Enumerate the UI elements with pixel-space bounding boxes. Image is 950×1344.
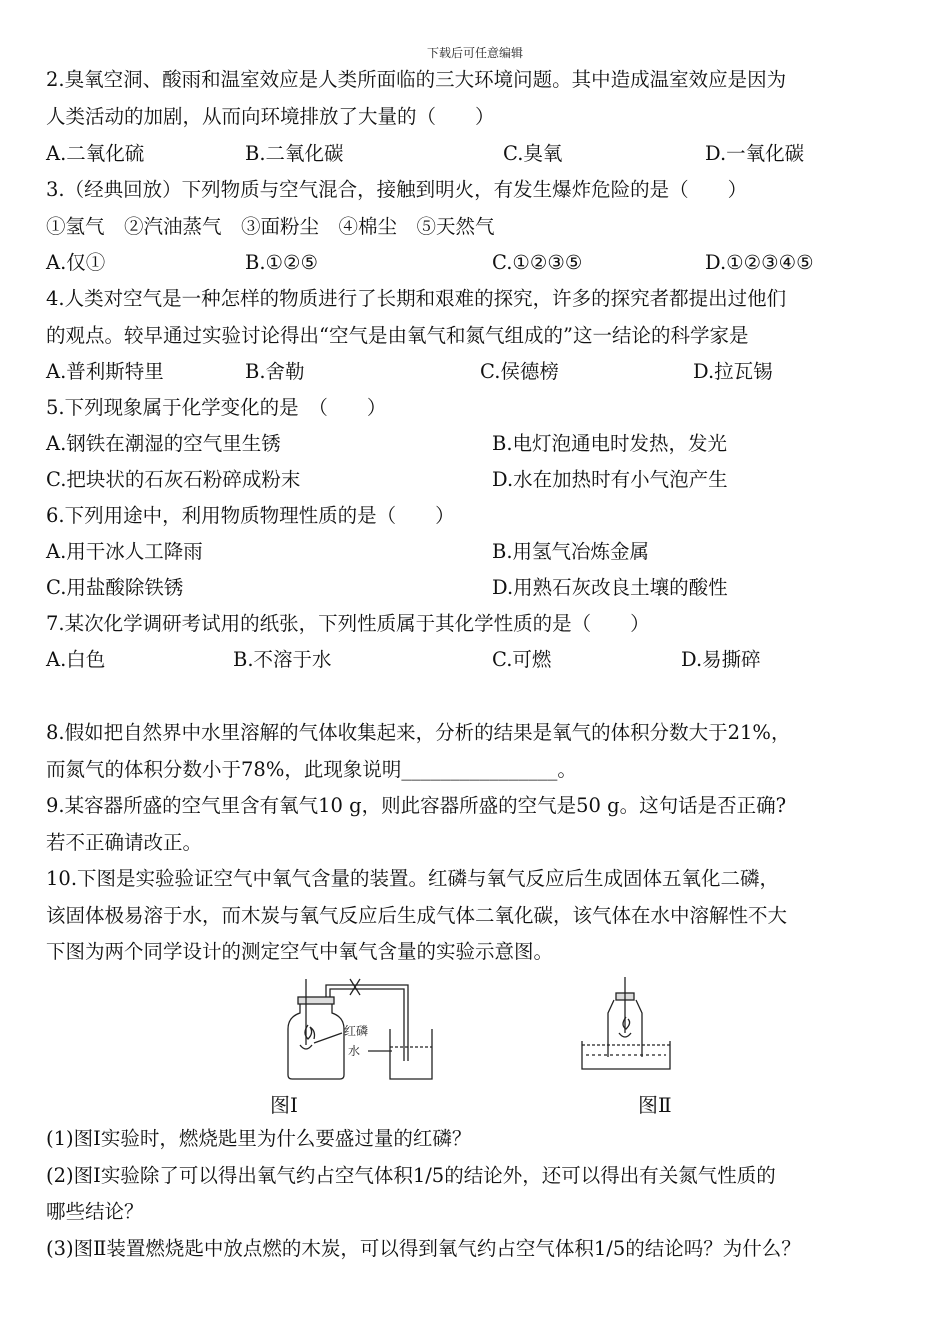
q3-stem-line2: ①氢气 ②汽油蒸气 ③面粉尘 ④棉尘 ⑤天然气 [46, 215, 495, 238]
q3-option-d: D.①②③④⑤ [705, 251, 814, 274]
q3-option-c: C.①②③⑤ [492, 251, 583, 274]
q2-stem-line2: 人类活动的加剧，从而向环境排放了大量的（ ） [46, 105, 495, 128]
fig1-caption: 图Ⅰ [270, 1093, 298, 1117]
q5-option-b: B.电灯泡通电时发热，发光 [492, 432, 728, 455]
q10-sub1: (1)图Ⅰ实验时，燃烧匙里为什么要盛过量的红磷？ [46, 1127, 472, 1150]
q6-option-d: D.用熟石灰改良土壤的酸性 [492, 576, 728, 599]
q4-stem-line1: 4.人类对空气是一种怎样的物质进行了长期和艰难的探究，许多的探究者都提出过他们 [46, 287, 787, 310]
q9-stem-line1: 9.某容器所盛的空气里含有氧气10 g，则此容器所盛的空气是50 g。这句话是否正确? [46, 794, 787, 817]
fig1-label-water: 水 [348, 1044, 361, 1058]
q3-option-b: B.①②⑤ [245, 251, 318, 274]
q10-sub3: (3)图Ⅱ装置燃烧匙中放点燃的木炭，可以得到氧气约占空气体积1/5的结论吗？为什么？ [46, 1237, 801, 1260]
q6-option-c: C.用盐酸除铁锈 [46, 576, 184, 599]
q7-option-a: A.白色 [46, 648, 106, 671]
fig1-label-phosphorus: 红磷 [344, 1024, 369, 1038]
q2-option-b: B.二氧化碳 [245, 142, 344, 165]
q2-option-d: D.一氧化碳 [705, 142, 805, 165]
q7-option-d: D.易撕碎 [681, 648, 761, 671]
q10-sub2-line1: (2)图Ⅰ实验除了可以得出氧气约占空气体积1/5的结论外，还可以得出有关氮气性质的 [46, 1164, 776, 1187]
q9-stem-line2: 若不正确请改正。 [46, 831, 203, 854]
q8-stem-line1: 8.假如把自然界中水里溶解的气体收集起来，分析的结果是氧气的体积分数大于21%， [46, 721, 791, 744]
fig1-spoon [300, 1045, 312, 1049]
fig2-spoon [619, 1033, 631, 1037]
q10-stem-line2: 该固体极易溶于水，而木炭与氧气反应后生成气体二氧化碳，该气体在水中溶解性不大 [46, 904, 788, 927]
q6-option-a: A.用干冰人工降雨 [46, 540, 203, 563]
fig2-caption: 图Ⅱ [638, 1093, 672, 1117]
q10-stem-line1: 10.下图是实验验证空气中氧气含量的装置。红磷与氧气反应后生成固体五氧化二磷， [46, 867, 780, 890]
q4-option-a: A.普利斯特里 [46, 360, 164, 383]
q2-option-a: A.二氧化硫 [46, 142, 145, 165]
q10-sub2-line2: 哪些结论？ [46, 1200, 144, 1223]
q5-option-c: C.把块状的石灰石粉碎成粉末 [46, 468, 301, 491]
q2-option-c: C.臭氧 [503, 142, 563, 165]
q8-stem-line2: 而氮气的体积分数小于78%，此现象说明________________。 [46, 758, 577, 781]
q4-option-b: B.舍勒 [245, 360, 305, 383]
q4-option-c: C.侯德榜 [480, 360, 559, 383]
fig1-stopper [298, 997, 334, 1004]
q5-option-d: D.水在加热时有小气泡产生 [492, 468, 728, 491]
q7-option-b: B.不溶于水 [233, 648, 332, 671]
figure-1-apparatus [280, 973, 470, 1085]
q10-stem-line3: 下图为两个同学设计的测定空气中氧气含量的实验示意图。 [46, 940, 554, 963]
q7-stem: 7.某次化学调研考试用的纸张，下列性质属于其化学性质的是（ ） [46, 612, 650, 635]
figure-2-apparatus [578, 973, 678, 1073]
fig2-trough [582, 1041, 670, 1069]
page-header: 下载后可任意编辑 [426, 46, 523, 60]
fig2-flame [623, 1017, 630, 1029]
q5-option-a: A.钢铁在潮湿的空气里生锈 [46, 432, 281, 455]
q5-stem: 5.下列现象属于化学变化的是 （ ） [46, 396, 387, 419]
q7-option-c: C.可燃 [492, 648, 552, 671]
fig1-tube [326, 985, 408, 1061]
q3-option-a: A.仅① [46, 251, 106, 274]
q3-stem-line1: 3.（经典回放）下列物质与空气混合，接触到明火，有发生爆炸危险的是（ ） [46, 178, 748, 201]
fig1-beaker [390, 1029, 432, 1079]
q6-stem: 6.下列用途中，利用物质物理性质的是（ ） [46, 504, 455, 527]
fig1-bottle [288, 1003, 344, 1079]
q4-option-d: D.拉瓦锡 [693, 360, 773, 383]
q2-stem-line1: 2.臭氧空洞、酸雨和温室效应是人类所面临的三大环境问题。其中造成温室效应是因为 [46, 68, 787, 91]
q6-option-b: B.用氢气冶炼金属 [492, 540, 650, 563]
q4-stem-line2: 的观点。较早通过实验讨论得出“空气是由氧气和氮气组成的”这一结论的科学家是 [46, 324, 749, 347]
